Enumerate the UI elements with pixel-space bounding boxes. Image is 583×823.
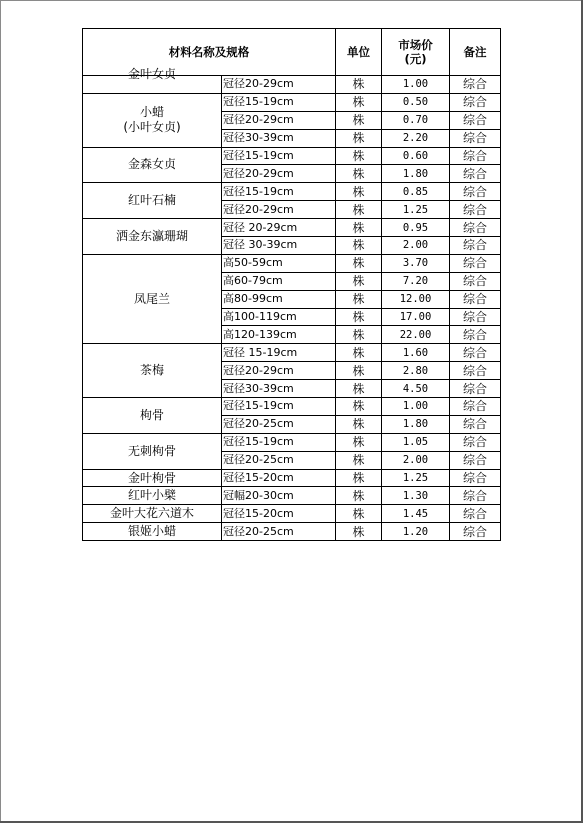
price-cell: 1.05 (382, 433, 450, 451)
unit-cell: 株 (336, 523, 382, 541)
material-name (83, 408, 221, 423)
note-cell: 综合 (450, 201, 501, 219)
note-cell: 综合 (450, 505, 501, 523)
price-cell: 2.80 (382, 362, 450, 380)
material-name-line: 凤尾兰 (133, 291, 170, 306)
price-cell: 0.85 (382, 183, 450, 201)
material-name-cell (83, 67, 222, 94)
note-cell: 综合 (450, 398, 501, 416)
material-name-line: 枸骨 (139, 407, 164, 422)
spec-cell: 高80-99cm (222, 290, 336, 308)
note-cell: 综合 (450, 362, 501, 380)
material-name-line: 金叶枸骨 (127, 470, 176, 485)
price-cell: 1.20 (382, 523, 450, 541)
material-name-cell (83, 505, 222, 523)
price-table (82, 28, 501, 541)
note-cell: 综合 (450, 165, 501, 183)
header-unit: 单位 (336, 29, 382, 76)
spec-cell: 冠径30-39cm (222, 380, 336, 398)
spec-cell: 冠径 15-19cm (222, 344, 336, 362)
table-row (83, 183, 501, 201)
spec-cell: 冠径 20-29cm (222, 219, 336, 237)
material-name-line: 金叶大花六道木 (109, 506, 194, 521)
table-body (83, 67, 501, 541)
spec-cell: 冠幅20-30cm (222, 487, 336, 505)
table-row (83, 219, 501, 237)
material-name-line: 银姬小蜡 (127, 524, 176, 539)
unit-cell: 株 (336, 308, 382, 326)
material-name (83, 488, 221, 503)
material-name-line: 红叶小檗 (127, 488, 176, 503)
spec-cell: 高60-79cm (222, 272, 336, 290)
table-row (83, 505, 501, 523)
spec-cell: 冠径15-20cm (222, 505, 336, 523)
material-name (83, 471, 221, 486)
table-row (83, 344, 501, 362)
table-row (83, 523, 501, 541)
price-cell: 12.00 (382, 290, 450, 308)
unit-cell: 株 (336, 237, 382, 255)
unit-cell: 株 (336, 433, 382, 451)
material-name-cell (83, 183, 222, 219)
spec-cell: 冠径20-29cm (222, 111, 336, 129)
price-cell: 2.00 (382, 237, 450, 255)
material-name-line: 金森女贞 (127, 157, 176, 172)
note-cell: 综合 (450, 380, 501, 398)
material-name (83, 105, 221, 135)
note-cell: 综合 (450, 344, 501, 362)
price-cell: 1.00 (382, 398, 450, 416)
note-cell: 综合 (450, 433, 501, 451)
price-cell: 17.00 (382, 308, 450, 326)
header-name-spec: 材料名称及规格 (83, 29, 336, 76)
material-name (83, 67, 221, 82)
price-cell: 1.45 (382, 505, 450, 523)
material-name-cell (83, 344, 222, 398)
header-price-unit: (元) (404, 52, 427, 66)
table-row (83, 469, 501, 487)
material-name (83, 506, 221, 521)
note-cell: 综合 (450, 523, 501, 541)
note-cell: 综合 (450, 111, 501, 129)
note-cell: 综合 (450, 76, 501, 94)
spec-cell: 冠径30-39cm (222, 129, 336, 147)
spec-cell: 冠径20-29cm (222, 76, 336, 94)
unit-cell: 株 (336, 219, 382, 237)
spec-cell: 冠径20-25cm (222, 523, 336, 541)
price-cell: 3.70 (382, 254, 450, 272)
spec-cell: 冠径15-19cm (222, 433, 336, 451)
material-name-cell (83, 469, 222, 487)
material-name-cell (83, 487, 222, 505)
spec-cell: 冠径20-29cm (222, 165, 336, 183)
unit-cell: 株 (336, 326, 382, 344)
table-row (83, 433, 501, 451)
spec-cell: 冠径15-19cm (222, 93, 336, 111)
unit-cell: 株 (336, 272, 382, 290)
unit-cell: 株 (336, 290, 382, 308)
price-cell: 0.60 (382, 147, 450, 165)
material-name (83, 444, 221, 459)
table-row (83, 487, 501, 505)
material-name-cell (83, 398, 222, 434)
spec-cell: 高120-139cm (222, 326, 336, 344)
unit-cell: 株 (336, 254, 382, 272)
spec-cell: 冠径20-29cm (222, 362, 336, 380)
material-name-line: 小蜡 (139, 105, 164, 120)
header-price (382, 29, 450, 76)
spec-cell: 冠径15-19cm (222, 398, 336, 416)
unit-cell: 株 (336, 111, 382, 129)
material-name-line: 洒金东瀛珊瑚 (115, 229, 188, 244)
note-cell: 综合 (450, 183, 501, 201)
material-name (83, 363, 221, 378)
note-cell: 综合 (450, 272, 501, 290)
material-name (83, 229, 221, 244)
price-cell: 1.80 (382, 165, 450, 183)
unit-cell: 株 (336, 165, 382, 183)
unit-cell: 株 (336, 398, 382, 416)
spec-cell: 冠径15-20cm (222, 469, 336, 487)
spec-cell: 高50-59cm (222, 254, 336, 272)
note-cell: 综合 (450, 147, 501, 165)
material-name-cell (83, 147, 222, 183)
note-cell: 综合 (450, 93, 501, 111)
price-cell: 1.25 (382, 201, 450, 219)
table-row (83, 254, 501, 272)
note-cell: 综合 (450, 451, 501, 469)
price-cell: 1.00 (382, 76, 450, 94)
table-row (83, 93, 501, 111)
unit-cell: 株 (336, 505, 382, 523)
price-cell: 22.00 (382, 326, 450, 344)
unit-cell: 株 (336, 344, 382, 362)
price-cell: 0.95 (382, 219, 450, 237)
unit-cell: 株 (336, 362, 382, 380)
material-name-cell (83, 219, 222, 255)
unit-cell: 株 (336, 129, 382, 147)
spec-cell: 冠径15-19cm (222, 147, 336, 165)
unit-cell: 株 (336, 183, 382, 201)
material-name (83, 292, 221, 307)
material-name-cell (83, 523, 222, 541)
price-cell: 4.50 (382, 380, 450, 398)
price-cell: 1.30 (382, 487, 450, 505)
price-cell: 0.70 (382, 111, 450, 129)
material-name (83, 157, 221, 172)
material-name-line: (小叶女贞) (123, 120, 181, 135)
note-cell: 综合 (450, 326, 501, 344)
unit-cell: 株 (336, 93, 382, 111)
unit-cell: 株 (336, 415, 382, 433)
unit-cell: 株 (336, 380, 382, 398)
header-price-label: 市场价 (398, 38, 433, 52)
material-name-cell (83, 254, 222, 343)
price-cell: 1.25 (382, 469, 450, 487)
price-cell: 2.20 (382, 129, 450, 147)
spec-cell: 冠径 30-39cm (222, 237, 336, 255)
material-name (83, 193, 221, 208)
material-name-line: 茶梅 (139, 363, 164, 378)
unit-cell: 株 (336, 147, 382, 165)
spec-cell: 冠径20-29cm (222, 201, 336, 219)
material-name-line: 无刺枸骨 (127, 443, 176, 458)
price-cell: 0.50 (382, 93, 450, 111)
note-cell: 综合 (450, 487, 501, 505)
material-name-cell (83, 93, 222, 147)
note-cell: 综合 (450, 237, 501, 255)
note-cell: 综合 (450, 254, 501, 272)
price-cell: 7.20 (382, 272, 450, 290)
material-name-line: 红叶石楠 (127, 193, 176, 208)
note-cell: 综合 (450, 308, 501, 326)
price-cell: 2.00 (382, 451, 450, 469)
spec-cell: 高100-119cm (222, 308, 336, 326)
header-note: 备注 (450, 29, 501, 76)
unit-cell: 株 (336, 469, 382, 487)
note-cell: 综合 (450, 469, 501, 487)
note-cell: 综合 (450, 219, 501, 237)
material-name-cell (83, 433, 222, 469)
unit-cell: 株 (336, 487, 382, 505)
table-row (83, 147, 501, 165)
price-cell: 1.80 (382, 415, 450, 433)
table-row (83, 398, 501, 416)
note-cell: 综合 (450, 290, 501, 308)
spec-cell: 冠径20-25cm (222, 415, 336, 433)
note-cell: 综合 (450, 129, 501, 147)
spec-cell: 冠径20-25cm (222, 451, 336, 469)
table-row (83, 76, 501, 94)
unit-cell: 株 (336, 76, 382, 94)
material-name-line: 金叶女贞 (127, 67, 176, 81)
spec-cell: 冠径15-19cm (222, 183, 336, 201)
unit-cell: 株 (336, 451, 382, 469)
price-cell: 1.60 (382, 344, 450, 362)
note-cell: 综合 (450, 415, 501, 433)
material-name (83, 524, 221, 539)
unit-cell: 株 (336, 201, 382, 219)
